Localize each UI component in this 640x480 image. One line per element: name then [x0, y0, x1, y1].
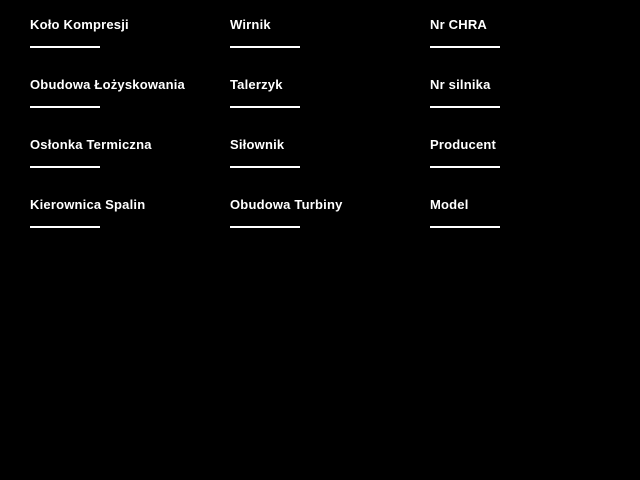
- obudowa-lozyskowania-input[interactable]: [30, 94, 100, 108]
- field-obudowa-turbiny: [230, 198, 430, 258]
- field-label-kolo-kompresji: Koło Kompresji: [30, 17, 129, 32]
- silownik-input[interactable]: [230, 154, 300, 168]
- producent-input[interactable]: [430, 154, 500, 168]
- model-input[interactable]: [430, 214, 500, 228]
- talerzyk-input[interactable]: [230, 94, 300, 108]
- field-nr-silnika: [430, 78, 630, 138]
- field-label-producent: Producent: [430, 137, 497, 152]
- obudowa-turbiny-input[interactable]: [230, 214, 300, 228]
- field-obudowa-lozyskowania: [30, 78, 230, 138]
- field-producent: [430, 138, 630, 198]
- field-label-oslonka-termiczna: Osłonka Termiczna: [30, 137, 152, 152]
- field-label-kierownica-spalin: Kierownica Spalin: [30, 197, 146, 212]
- field-label-wirnik: Wirnik: [230, 17, 271, 32]
- field-oslonka-termiczna: [30, 138, 230, 198]
- field-kierownica-spalin: [30, 198, 230, 258]
- field-talerzyk: [230, 78, 430, 138]
- field-model: [430, 198, 630, 258]
- field-label-obudowa-turbiny: Obudowa Turbiny: [230, 197, 343, 212]
- field-label-nr-silnika: Nr silnika: [430, 77, 491, 92]
- field-nr-chra: [430, 18, 630, 78]
- kolo-kompresji-input[interactable]: [30, 34, 100, 48]
- parts-form: [30, 18, 630, 258]
- nr-silnika-input[interactable]: [430, 94, 500, 108]
- wirnik-input[interactable]: [230, 34, 300, 48]
- field-silownik: [230, 138, 430, 198]
- field-label-model: Model: [430, 197, 469, 212]
- field-label-silownik: Siłownik: [230, 137, 285, 152]
- oslonka-termiczna-input[interactable]: [30, 154, 100, 168]
- field-label-talerzyk: Talerzyk: [230, 77, 283, 92]
- field-label-nr-chra: Nr CHRA: [430, 17, 488, 32]
- nr-chra-input[interactable]: [430, 34, 500, 48]
- field-kolo-kompresji: [30, 18, 230, 78]
- field-label-obudowa-lozyskowania: Obudowa Łożyskowania: [30, 77, 185, 92]
- field-wirnik: [230, 18, 430, 78]
- kierownica-spalin-input[interactable]: [30, 214, 100, 228]
